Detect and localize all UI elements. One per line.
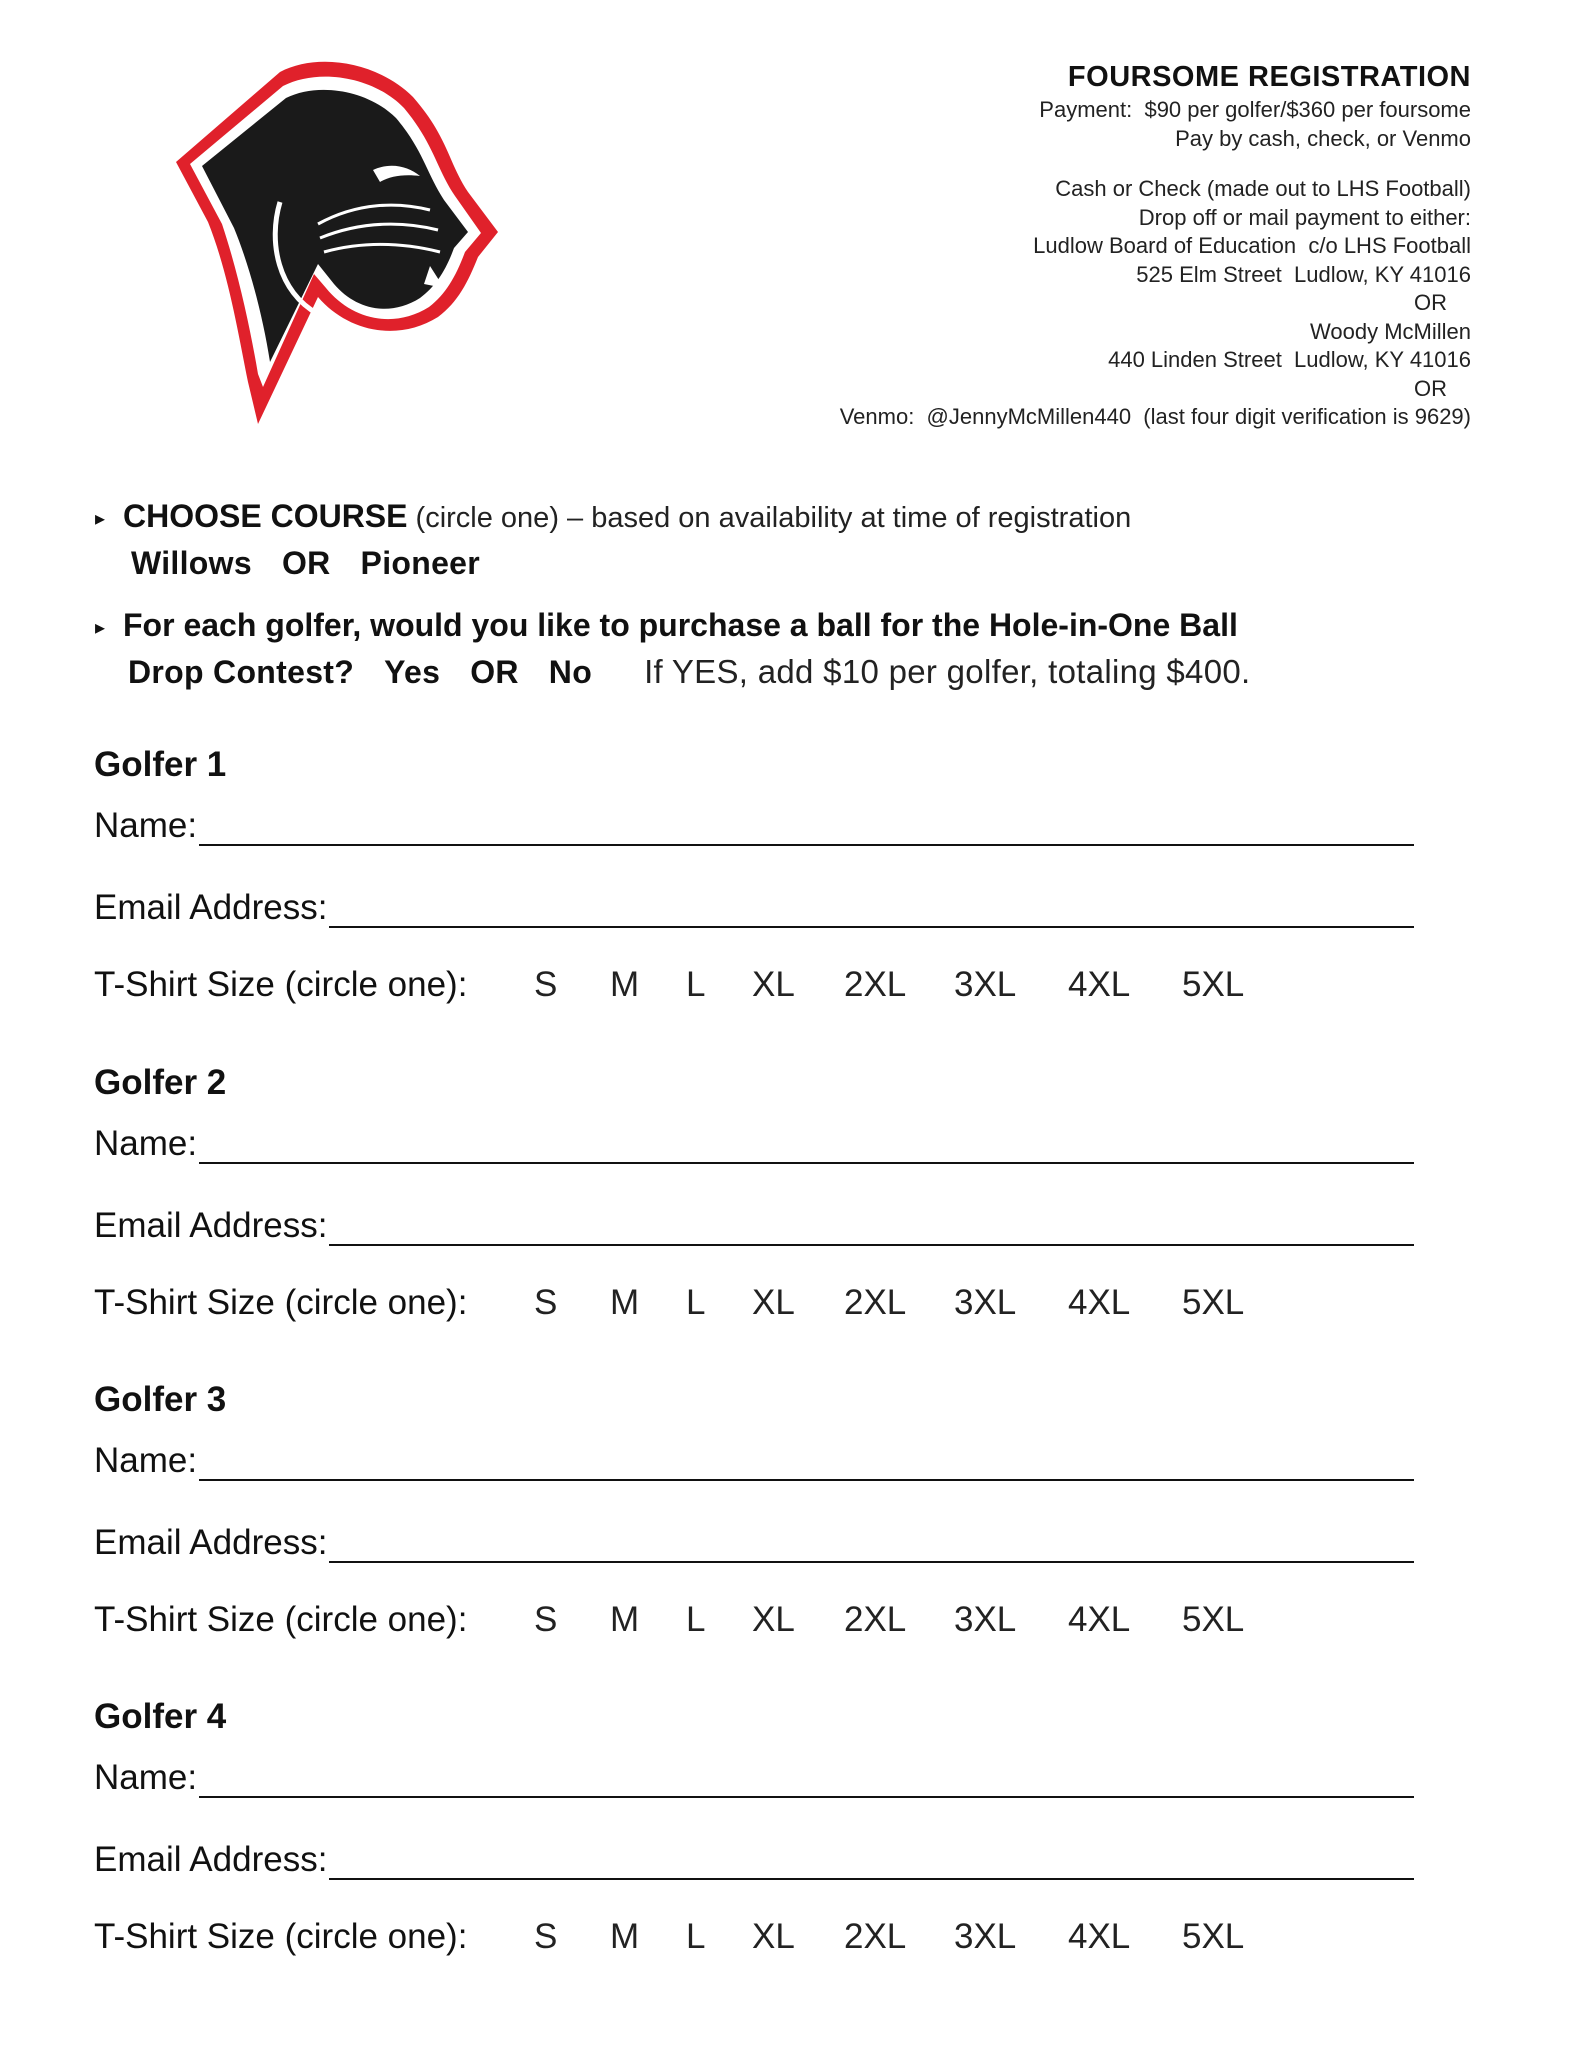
size-option[interactable]: 5XL	[1182, 1600, 1245, 1639]
mail-line: 440 Linden Street Ludlow, KY 41016	[1108, 347, 1471, 372]
mail-line: OR	[1414, 290, 1447, 315]
size-option[interactable]: XL	[752, 1283, 795, 1322]
size-option[interactable]: XL	[752, 1600, 795, 1639]
mail-line: Ludlow Board of Education c/o LHS Football	[1033, 233, 1471, 258]
mail-line: Cash or Check (made out to LHS Football)	[1055, 176, 1471, 201]
tshirt-label: T-Shirt Size (circle one):	[94, 1600, 468, 1639]
tshirt-size-row	[94, 1270, 1414, 1336]
golfer-section	[94, 1375, 1414, 1653]
golfer-title: Golfer 1	[94, 745, 227, 784]
email-input-line[interactable]	[329, 1200, 1414, 1246]
name-input-line[interactable]	[199, 800, 1414, 846]
name-label: Name:	[94, 1758, 198, 1797]
size-option[interactable]: L	[686, 1917, 706, 1956]
contest-question-text: For each golfer, would you like to purchase a ball for the Hole-in-One Ball	[123, 607, 1238, 643]
size-option[interactable]: 2XL	[844, 1283, 907, 1322]
contest-question	[95, 603, 1495, 694]
tshirt-label: T-Shirt Size (circle one):	[94, 1283, 468, 1322]
contest-option-or: OR	[470, 653, 519, 690]
size-option[interactable]: 3XL	[954, 965, 1017, 1004]
bullet-arrow-icon: ▸	[95, 507, 106, 530]
tshirt-label: T-Shirt Size (circle one):	[94, 965, 468, 1004]
size-option[interactable]: 4XL	[1068, 965, 1131, 1004]
mail-line: Woody McMillen	[1310, 318, 1471, 344]
payment-line: Payment: $90 per golfer/$360 per foursome	[1039, 97, 1471, 122]
size-option[interactable]: 5XL	[1182, 965, 1245, 1004]
venmo-line: Venmo: @JennyMcMillen440 (last four digit verification is 9629)	[839, 404, 1471, 429]
payment-methods-line: Pay by cash, check, or Venmo	[1175, 125, 1471, 151]
size-option[interactable]: 3XL	[954, 1600, 1017, 1639]
name-input-line[interactable]	[199, 1435, 1414, 1481]
size-option[interactable]: S	[534, 1283, 558, 1322]
email-field[interactable]	[94, 1190, 1414, 1272]
size-option[interactable]: L	[686, 1600, 706, 1639]
tshirt-label: T-Shirt Size (circle one):	[94, 1917, 468, 1956]
mail-line: OR	[1414, 375, 1447, 401]
course-option-willows[interactable]: Willows	[131, 544, 252, 581]
name-field[interactable]	[94, 790, 1414, 872]
size-option[interactable]: S	[534, 1917, 558, 1956]
tshirt-size-row	[94, 1587, 1414, 1653]
bullet-arrow-icon: ▸	[95, 616, 106, 639]
golfer-section	[94, 1692, 1414, 1970]
golfer-section	[94, 740, 1414, 1018]
contest-option-yes[interactable]: Yes	[384, 653, 441, 690]
size-option[interactable]: 5XL	[1182, 1917, 1245, 1956]
size-option[interactable]: S	[534, 965, 558, 1004]
email-field[interactable]	[94, 1824, 1414, 1906]
course-option-or: OR	[281, 544, 331, 581]
size-option[interactable]: L	[686, 1283, 706, 1322]
size-option[interactable]: S	[534, 1600, 558, 1639]
course-instructions: (circle one) – based on availability at time of registration	[407, 502, 1132, 534]
course-options	[95, 541, 1495, 585]
golfer-title: Golfer 2	[94, 1063, 227, 1102]
mail-line: Drop off or mail payment to either:	[1138, 204, 1471, 230]
contest-question-end: Drop Contest?	[128, 653, 355, 690]
email-field[interactable]	[94, 872, 1414, 954]
golfer-title: Golfer 3	[94, 1380, 227, 1419]
contest-options	[95, 650, 1495, 694]
name-label: Name:	[94, 806, 198, 845]
size-option[interactable]: M	[610, 1600, 640, 1639]
email-label: Email Address:	[94, 888, 328, 927]
size-option[interactable]: 4XL	[1068, 1283, 1131, 1322]
golfer-section	[94, 1058, 1414, 1336]
panther-logo	[168, 52, 588, 442]
email-label: Email Address:	[94, 1523, 328, 1562]
email-field[interactable]	[94, 1507, 1414, 1589]
email-input-line[interactable]	[329, 882, 1414, 928]
email-input-line[interactable]	[329, 1517, 1414, 1563]
course-option-pioneer[interactable]: Pioneer	[360, 544, 481, 581]
size-option[interactable]: 4XL	[1068, 1917, 1131, 1956]
size-option[interactable]: 4XL	[1068, 1600, 1131, 1639]
tshirt-size-row	[94, 1904, 1414, 1970]
page-title: FOURSOME REGISTRATION	[1067, 61, 1471, 93]
size-option[interactable]: 2XL	[844, 965, 907, 1004]
size-option[interactable]: M	[610, 1283, 640, 1322]
choose-course-question	[95, 494, 1495, 585]
size-option[interactable]: 2XL	[844, 1600, 907, 1639]
contest-fee-note: If YES, add $10 per golfer, totaling $400.	[644, 652, 1251, 690]
name-input-line[interactable]	[199, 1118, 1414, 1164]
email-label: Email Address:	[94, 1206, 328, 1245]
size-option[interactable]: XL	[752, 965, 795, 1004]
email-input-line[interactable]	[329, 1834, 1414, 1880]
golfer-title: Golfer 4	[94, 1697, 227, 1736]
size-option[interactable]: 3XL	[954, 1283, 1017, 1322]
course-heading: CHOOSE COURSE	[123, 498, 408, 534]
name-label: Name:	[94, 1441, 198, 1480]
email-label: Email Address:	[94, 1840, 328, 1879]
contest-option-no[interactable]: No	[548, 653, 593, 690]
mail-line: 525 Elm Street Ludlow, KY 41016	[1136, 261, 1471, 287]
size-option[interactable]: 5XL	[1182, 1283, 1245, 1322]
name-label: Name:	[94, 1124, 198, 1163]
tshirt-size-row	[94, 952, 1414, 1018]
registration-header	[611, 58, 1471, 432]
size-option[interactable]: M	[610, 965, 640, 1004]
name-field[interactable]	[94, 1108, 1414, 1190]
name-field[interactable]	[94, 1425, 1414, 1507]
size-option[interactable]: M	[610, 1917, 640, 1956]
size-option[interactable]: L	[686, 965, 706, 1004]
size-option[interactable]: XL	[752, 1917, 795, 1956]
name-input-line[interactable]	[199, 1752, 1414, 1798]
size-option[interactable]: 3XL	[954, 1917, 1017, 1956]
size-option[interactable]: 2XL	[844, 1917, 907, 1956]
name-field[interactable]	[94, 1742, 1414, 1824]
